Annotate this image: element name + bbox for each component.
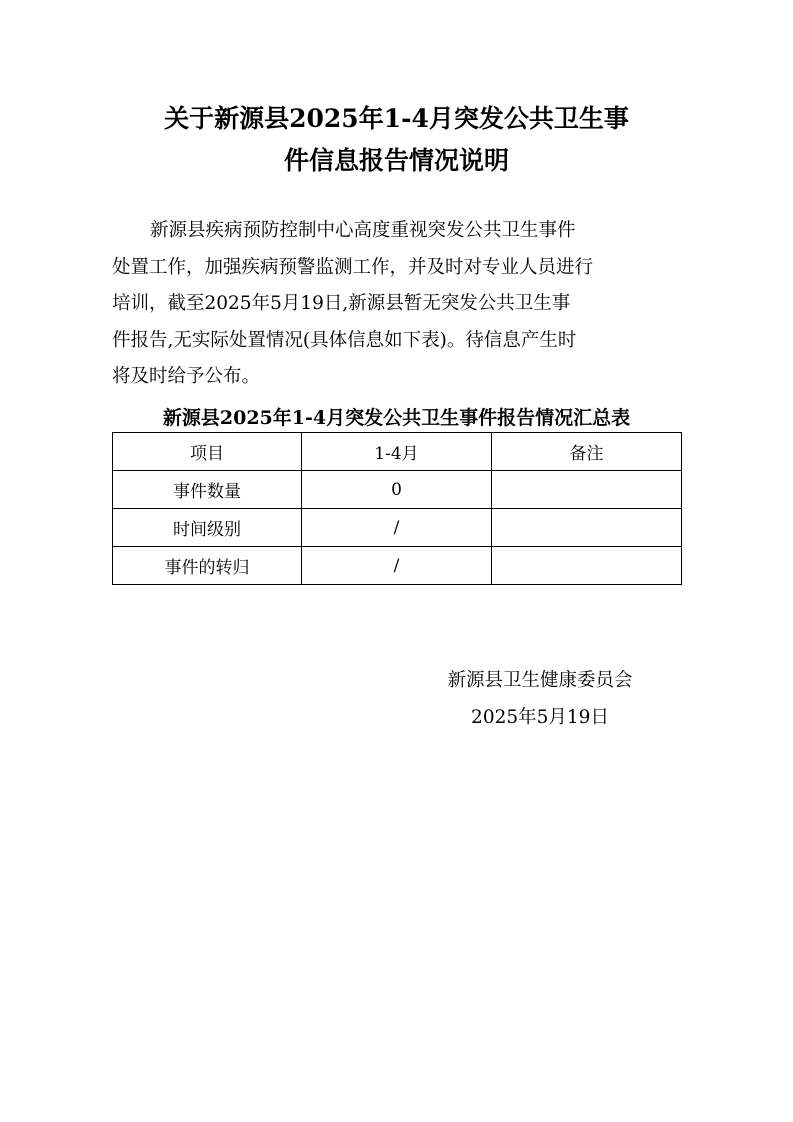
document-title-line-1: 关于新源县2025年1-4月突发公共卫生事 xyxy=(164,104,629,133)
cell-remarks xyxy=(492,471,682,509)
body-line: 将及时给予公布。 xyxy=(112,366,261,387)
cell-remarks xyxy=(492,547,682,585)
body-line: 件报告,无实际处置情况(具体信息如下表)。待信息产生时 xyxy=(112,329,577,351)
summary-table xyxy=(112,432,682,585)
table-row xyxy=(113,509,682,547)
body-line: 培训，截至2025年5月19日,新源县暂无突发公共卫生事 xyxy=(112,293,571,314)
document-title-line-2: 件信息报告情况说明 xyxy=(283,146,509,175)
header-item: 项目 xyxy=(113,433,302,471)
body-line: 新源县疾病预防控制中心高度重视突发公共卫生事件 xyxy=(150,220,576,241)
cell-remarks xyxy=(492,509,682,547)
cell-item: 事件的转归 xyxy=(113,547,302,585)
cell-value: 0 xyxy=(302,471,492,509)
cell-value: / xyxy=(302,509,492,547)
body-paragraph xyxy=(112,213,682,396)
signature-date: 2025年5月19日 xyxy=(471,707,609,728)
cell-value: / xyxy=(302,547,492,585)
table-row xyxy=(113,471,682,509)
cell-item: 事件数量 xyxy=(113,471,302,509)
table-header-row xyxy=(113,433,682,471)
table-title: 新源县2025年1-4月突发公共卫生事件报告情况汇总表 xyxy=(162,407,631,429)
body-line: 处置工作，加强疾病预警监测工作，并及时对专业人员进行 xyxy=(112,256,594,278)
header-remarks: 备注 xyxy=(492,433,682,471)
signature-organization: 新源县卫生健康委员会 xyxy=(447,670,633,691)
table-row xyxy=(113,547,682,585)
header-period: 1-4月 xyxy=(302,433,492,471)
cell-item: 时间级别 xyxy=(113,509,302,547)
